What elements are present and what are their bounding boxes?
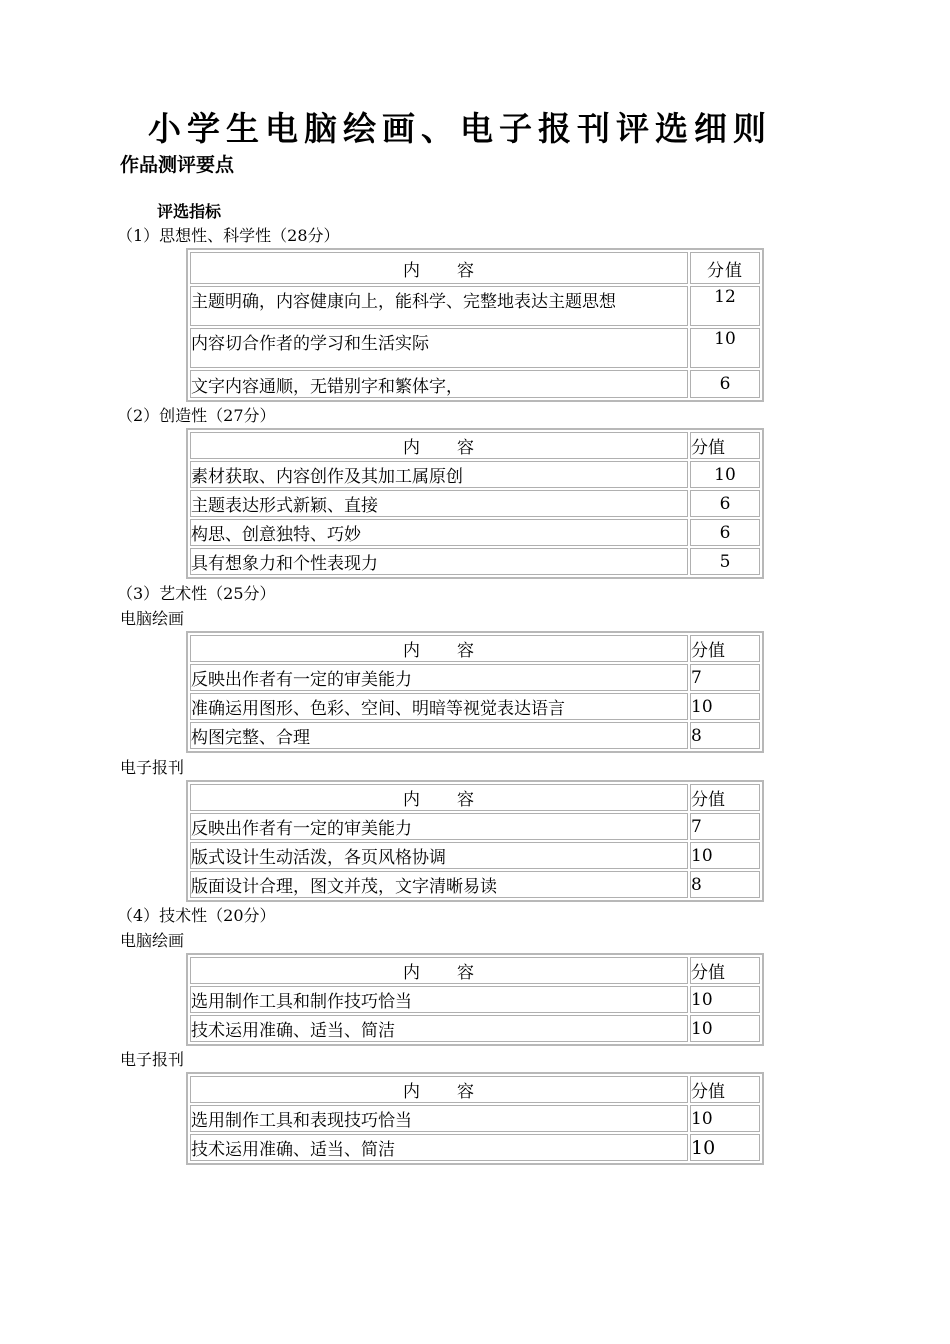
header-score: 分值 <box>690 957 760 984</box>
row-score: 10 <box>690 693 760 720</box>
row-content: 反映出作者有一定的审美能力 <box>190 664 688 691</box>
row-score: 6 <box>690 370 760 398</box>
header-content: 内 容 <box>190 635 688 662</box>
row-content: 选用制作工具和制作技巧恰当 <box>190 986 688 1013</box>
row-score: 10 <box>690 1015 760 1042</box>
table-header-row <box>190 432 760 459</box>
row-score: 10 <box>690 1105 760 1132</box>
header-content: 内 容 <box>190 252 688 284</box>
row-score: 10 <box>690 986 760 1013</box>
header-content: 内 容 <box>190 957 688 984</box>
table-row <box>190 664 760 691</box>
row-content: 内容切合作者的学习和生活实际 <box>190 328 688 368</box>
table-header-row <box>190 957 760 984</box>
row-score: 6 <box>690 490 760 517</box>
section-3-heading: （3）艺术性（25分） <box>117 584 276 603</box>
row-content: 主题明确，内容健康向上，能科学、完整地表达主题思想 <box>190 286 688 326</box>
table-row <box>190 1134 760 1161</box>
table-header-row <box>190 252 760 284</box>
row-content: 构思、创意独特、巧妙 <box>190 519 688 546</box>
row-content: 选用制作工具和表现技巧恰当 <box>190 1105 688 1132</box>
row-score: 8 <box>690 871 760 898</box>
row-content: 技术运用准确、适当、简洁 <box>190 1134 688 1161</box>
row-content: 构图完整、合理 <box>190 722 688 749</box>
indicator-label: 评选指标 <box>157 202 222 221</box>
table-row <box>190 370 760 398</box>
page-subtitle: 作品测评要点 <box>120 154 235 176</box>
table-row <box>190 813 760 840</box>
row-score: 7 <box>690 664 760 691</box>
header-score: 分值 <box>690 252 760 284</box>
table-header-row <box>190 1076 760 1103</box>
section-1-heading: （1）思想性、科学性（28分） <box>117 226 340 245</box>
row-score: 12 <box>690 286 760 326</box>
row-score: 10 <box>690 842 760 869</box>
row-score: 8 <box>690 722 760 749</box>
section-4-journal-label: 电子报刊 <box>120 1050 185 1069</box>
table-header-row <box>190 784 760 811</box>
table-row <box>190 548 760 575</box>
header-score: 分值 <box>690 432 760 459</box>
section-3-journal-table <box>186 780 764 902</box>
table-row <box>190 693 760 720</box>
section-2-table <box>186 428 764 579</box>
row-content: 反映出作者有一定的审美能力 <box>190 813 688 840</box>
page-title: 小学生电脑绘画、电子报刊评选细则 <box>148 109 772 148</box>
table-row <box>190 490 760 517</box>
header-content: 内 容 <box>190 784 688 811</box>
section-3-painting-table <box>186 631 764 753</box>
row-content: 版面设计合理，图文并茂，文字清晰易读 <box>190 871 688 898</box>
section-2-heading: （2）创造性（27分） <box>117 406 276 425</box>
row-content: 具有想象力和个性表现力 <box>190 548 688 575</box>
table-row <box>190 722 760 749</box>
row-content: 主题表达形式新颖、直接 <box>190 490 688 517</box>
row-content: 准确运用图形、色彩、空间、明暗等视觉表达语言 <box>190 693 688 720</box>
row-score: 6 <box>690 519 760 546</box>
table-row <box>190 286 760 326</box>
section-4-painting-label: 电脑绘画 <box>120 931 185 950</box>
row-score: 10 <box>690 1134 760 1161</box>
table-row <box>190 842 760 869</box>
row-score: 10 <box>690 328 760 368</box>
row-score: 10 <box>690 461 760 488</box>
table-row <box>190 986 760 1013</box>
table-row <box>190 328 760 368</box>
table-header-row <box>190 635 760 662</box>
section-3-painting-label: 电脑绘画 <box>120 609 185 628</box>
row-content: 版式设计生动活泼，各页风格协调 <box>190 842 688 869</box>
header-score: 分值 <box>690 1076 760 1103</box>
row-score: 7 <box>690 813 760 840</box>
row-content: 文字内容通顺，无错别字和繁体字， <box>190 370 688 398</box>
section-3-journal-label: 电子报刊 <box>120 758 185 777</box>
section-4-journal-table <box>186 1072 764 1165</box>
header-content: 内 容 <box>190 1076 688 1103</box>
section-4-painting-table <box>186 953 764 1046</box>
table-row <box>190 1105 760 1132</box>
row-score: 5 <box>690 548 760 575</box>
row-content: 技术运用准确、适当、简洁 <box>190 1015 688 1042</box>
header-score: 分值 <box>690 784 760 811</box>
header-content: 内 容 <box>190 432 688 459</box>
header-score: 分值 <box>690 635 760 662</box>
section-1-table <box>186 248 764 402</box>
table-row <box>190 461 760 488</box>
table-row <box>190 1015 760 1042</box>
row-content: 素材获取、内容创作及其加工属原创 <box>190 461 688 488</box>
table-row <box>190 871 760 898</box>
section-4-heading: （4）技术性（20分） <box>117 906 276 925</box>
table-row <box>190 519 760 546</box>
